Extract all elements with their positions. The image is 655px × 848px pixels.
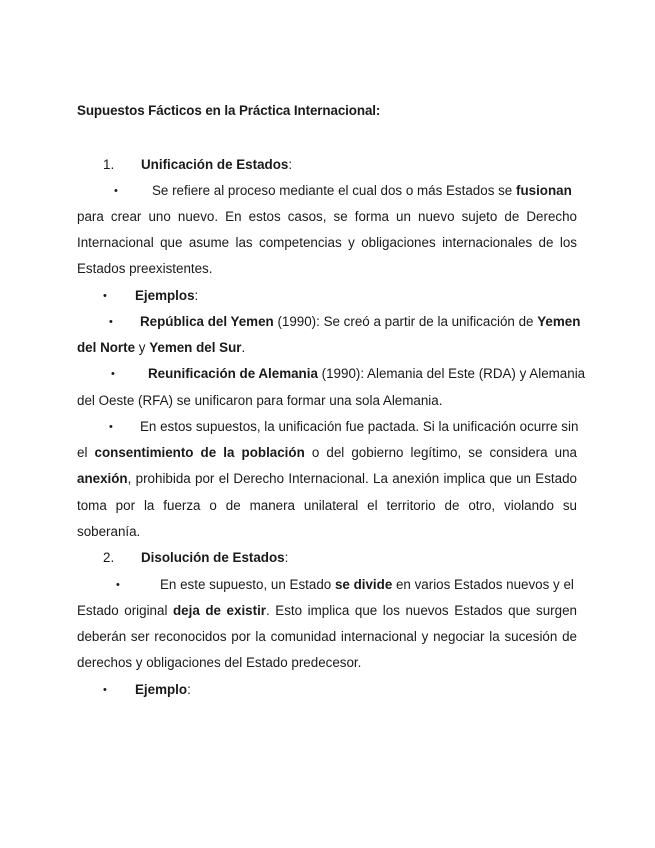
section-1-para-line-2: para crear uno nuevo. En estos casos, se forma un nuevo sujeto de Derecho — [77, 209, 577, 224]
example-germany-line-2: del Oeste (RFA) se unificaron para formar una sola Alemania. — [77, 393, 443, 408]
section-1-para-line-4: Estados preexistentes. — [77, 261, 213, 276]
section-1-number: 1. — [103, 157, 115, 172]
bullet-icon: • — [103, 290, 107, 302]
example-yemen-line-2: del Norte y Yemen del Sur. — [77, 340, 246, 355]
note-line-4: toma por la fuerza o de manera unilateral el territorio de otro, violando su — [77, 498, 577, 513]
examples-label: Ejemplos — [135, 288, 195, 303]
section-2-para-line-4: derechos y obligaciones del Estado predecesor. — [77, 655, 362, 670]
bullet-icon: • — [116, 579, 120, 591]
note-line-5: soberanía. — [77, 524, 141, 539]
bullet-icon: • — [114, 185, 118, 197]
document-page: Supuestos Fácticos en la Práctica Internacional: 1. Unificación de Estados: • Se refiere al proceso mediante el cual dos o más Estados se fusionan para crear uno nuevo. En estos casos, se forma un nuevo sujeto de Derecho Internacional que asume las competencias y obligaciones internacionales de los Estados preexistentes. • Ejemplos: • República del Yemen (1990): Se creó a partir de la unificación de Yemen del Norte y Yemen del Sur. • Reunificación de Alemania (1990): Alemania del Este (RDA) y Alemania del Oeste (RFA) se unificaron para formar una sola Alemania. • En estos supuestos, la unificación fue pactada. Si la unificación ocurre sin el consentimiento de la población o del gobierno legítimo, se considera una anexión, prohibida por el Derecho Internacional. La anexión implica que un Estado toma por la fuerza o de manera unilateral el territorio de otro, violando su soberanía. 2. Disolución de Estados: • En este supuesto, un Estado se divide en varios Estados nuevos y el Estado original deja de existir. Esto implica que los nuevos Estados que surgen deberán ser reconocidos por la comunidad internacional y negociar la sucesión de derechos y obligaciones del Estado predecesor. • Ejemplo: — [77, 103, 586, 697]
note-line-3: anexión, prohibida por el Derecho Internacional. La anexión implica que un Estado — [77, 471, 577, 486]
note-line-2: el consentimiento de la población o del gobierno legítimo, se considera una — [77, 445, 577, 460]
section-1-para-line-3: Internacional que asume las competencias y obligaciones internacionales de los — [77, 235, 577, 250]
bullet-icon: • — [111, 368, 115, 380]
section-2-para-line-3: deberán ser reconocidos por la comunidad internacional y negociar la sucesión de — [77, 629, 577, 644]
page-heading: Supuestos Fácticos en la Práctica Internacional: — [77, 103, 381, 118]
section-1-title-text: Unificación de Estados — [141, 157, 289, 172]
section-2-number: 2. — [103, 550, 115, 565]
section-2-para-line-2: Estado original deja de existir. Esto implica que los nuevos Estados que surgen — [77, 603, 577, 618]
example-label: Ejemplo — [135, 682, 188, 697]
section-2-title-text: Disolución de Estados — [141, 550, 285, 565]
bullet-icon: • — [109, 421, 113, 433]
bullet-icon: • — [103, 684, 107, 696]
bullet-icon: • — [109, 316, 113, 328]
